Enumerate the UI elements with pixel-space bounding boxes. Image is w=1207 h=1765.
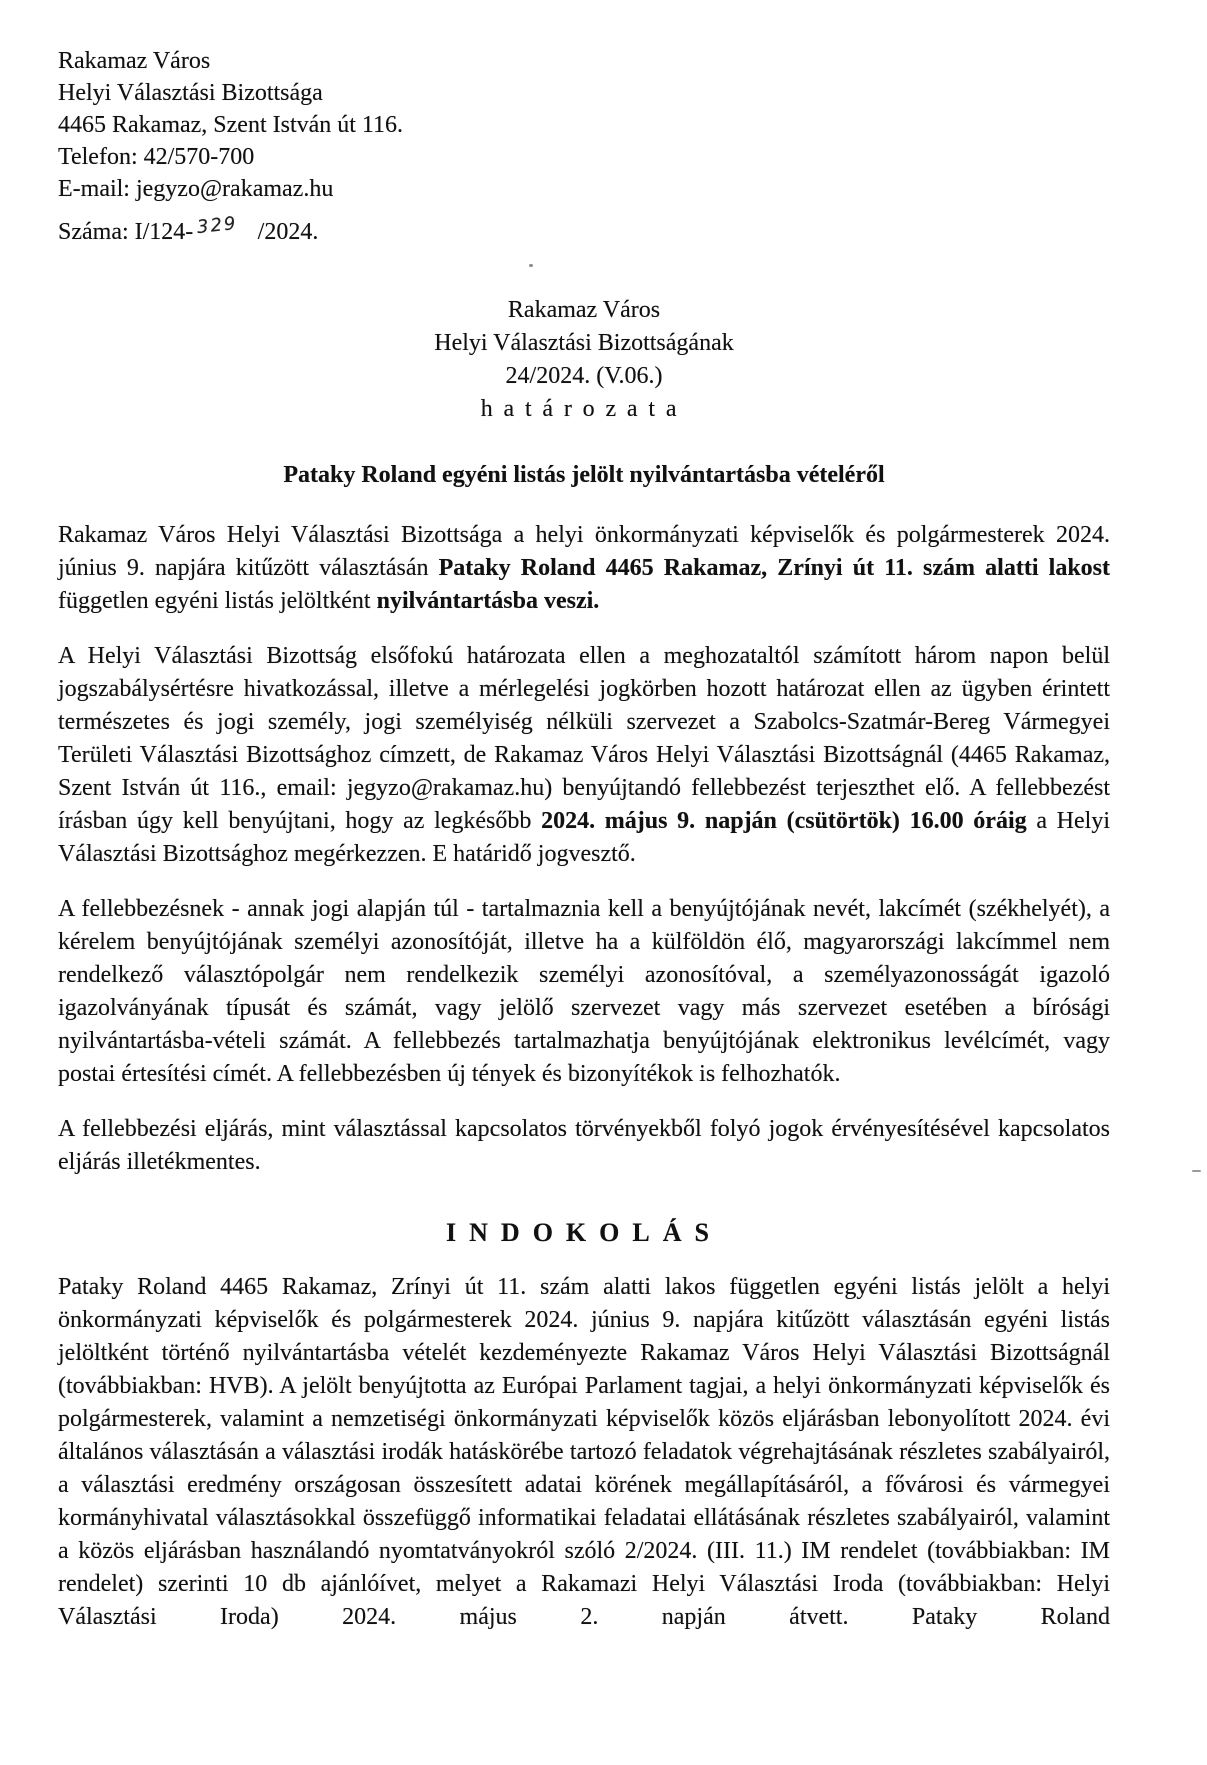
- scan-artifact-dot: [529, 264, 533, 267]
- title-line-decision-number: 24/2024. (V.06.): [505, 363, 663, 389]
- appeal-deadline: 2024. május 9. napján (csütörtök) 16.00 óráig: [541, 808, 1037, 834]
- decision-paragraph-2: [58, 640, 1110, 871]
- sender-line: E-mail: jegyzo@rakamaz.hu: [58, 176, 334, 202]
- sender-line: Rakamaz Város: [58, 48, 211, 74]
- decision-paragraph-4: A fellebbezési eljárás, mint választással kapcsolatos törvényekből folyó jogok érvényesítésével kapcsolatos eljárás illetékmentes.: [58, 1116, 1110, 1175]
- section-heading-indokolas: INDOKOLÁS: [446, 1218, 722, 1247]
- sender-line: Helyi Választási Bizottsága: [58, 80, 323, 106]
- case-number-suffix: /2024.: [257, 219, 319, 245]
- case-number-prefix: Száma: I/124-: [58, 219, 194, 245]
- candidate-name-address: Pataky Roland 4465 Rakamaz, Zrínyi út 11. szám alatti lakost: [438, 555, 1110, 581]
- reasoning-paragraph-1: Pataky Roland 4465 Rakamaz, Zrínyi út 11. szám alatti lakos független egyéni listás jelölt a helyi önkormányzati képviselők és polgármesterek 2024. június 9. napjára kitűzött választásán egyéni listás jelöltként történő nyilvántartásba vételét kezdeményezte Rakamaz Város Helyi Választási Bizottságnál (továbbiakban: HVB). A jelölt benyújtotta az Európai Parlament tagjai, a helyi önkormányzati képviselők és polgármesterek, valamint a nemzetiségi önkormányzati képviselők közös eljárásban lebonyolított 2024. évi általános választásán a választási irodák hatáskörébe tartozó feladatok végrehajtásának részletes szabályairól, a választási eredmény országosan összesített adatai körének megállapításáról, a fővárosi és vármegyei kormányhivatal választásokkal összefüggő informatikai feladatai ellátásának részletes szabályairól, valamint a közös eljárásban használandó nyomtatványokról szóló 2/2024. (III. 11.) IM rendelet (továbbiakban: IM rendelet) szerinti 10 db ajánlóívet, melyet a Rakamazi Helyi Választási Iroda (továbbiakban: Helyi Választási Iroda) 2024. május 2. napján átvett. Pataky Roland: [58, 1274, 1110, 1630]
- decision-verdict: nyilvántartásba veszi.: [376, 588, 600, 614]
- title-line-authority-name: Rakamaz Város: [507, 297, 661, 323]
- sender-block: [58, 45, 1110, 205]
- title-line-decision-word: határozata: [480, 396, 688, 422]
- decision-p1-text: Rakamaz Város Helyi Választási Bizottsága a helyi önkormányzati képviselők és polgármesterek 2024. június 9. napjára kitűzött választásán: [58, 522, 1110, 581]
- appeal-info-text: A Helyi Választási Bizottság elsőfokú határozata ellen a meghozataltól számított három napon belül jogszabálysértésre hivatkozással, illetve a mérlegelési jogkörben hozott határozat ellen az ügyben érintett természetes és jogi személy, jogi személyiség nélküli szervezet a Szabolcs-Szatmár-Bereg Vármegyei Területi Választási Bizottsághoz címzett, de Rakamaz Város Helyi Választási Bizottságnál (4465 Rakamaz, Szent István út 116., email: jegyzo@rakamaz.hu) benyújtandó fellebbezést terjeszthet elő. A fellebbezést írásban úgy kell benyújtani, hogy az legkésőbb: [58, 643, 1110, 834]
- decision-paragraph-1: [58, 519, 1110, 618]
- scan-artifact-dash: [1192, 1170, 1201, 1172]
- handwritten-case-number: 329: [196, 212, 239, 239]
- decision-p1-text: független egyéni listás jelöltként: [58, 588, 377, 614]
- subject-line: Pataky Roland egyéni listás jelölt nyilvántartásba vételéről: [283, 462, 885, 488]
- appeal-info-text: a Helyi Választási Bizottsághoz megérkezzen. E határidő jogvesztő.: [58, 808, 1110, 867]
- sender-line: Telefon: 42/570-700: [58, 144, 255, 170]
- title-line-authority-body: Helyi Választási Bizottságának: [434, 330, 734, 356]
- decision-paragraph-3: A fellebbezésnek - annak jogi alapján túl - tartalmaznia kell a benyújtójának nevét, lakcímét (székhelyét), a kérelem benyújtójának személyi azonosítóját, illetve ha a külföldön élő, magyarországi lakcímmel nem rendelkező választópolgár nem rendelkezik személyi azonosítóval, a személyazonosságát igazoló igazolványának típusát és számát, vagy jelölő szervezet vagy más szervezet esetében a bírósági nyilvántartásba-vételi számát. A fellebbezés tartalmazhatja benyújtójának elektronikus levélcímét, vagy postai értesítési címét. A fellebbezésben új tények és bizonyítékok is felhozhatók.: [58, 896, 1110, 1087]
- case-number-line: [58, 212, 1110, 250]
- sender-line: 4465 Rakamaz, Szent István út 116.: [58, 112, 404, 138]
- title-block: [58, 294, 1110, 426]
